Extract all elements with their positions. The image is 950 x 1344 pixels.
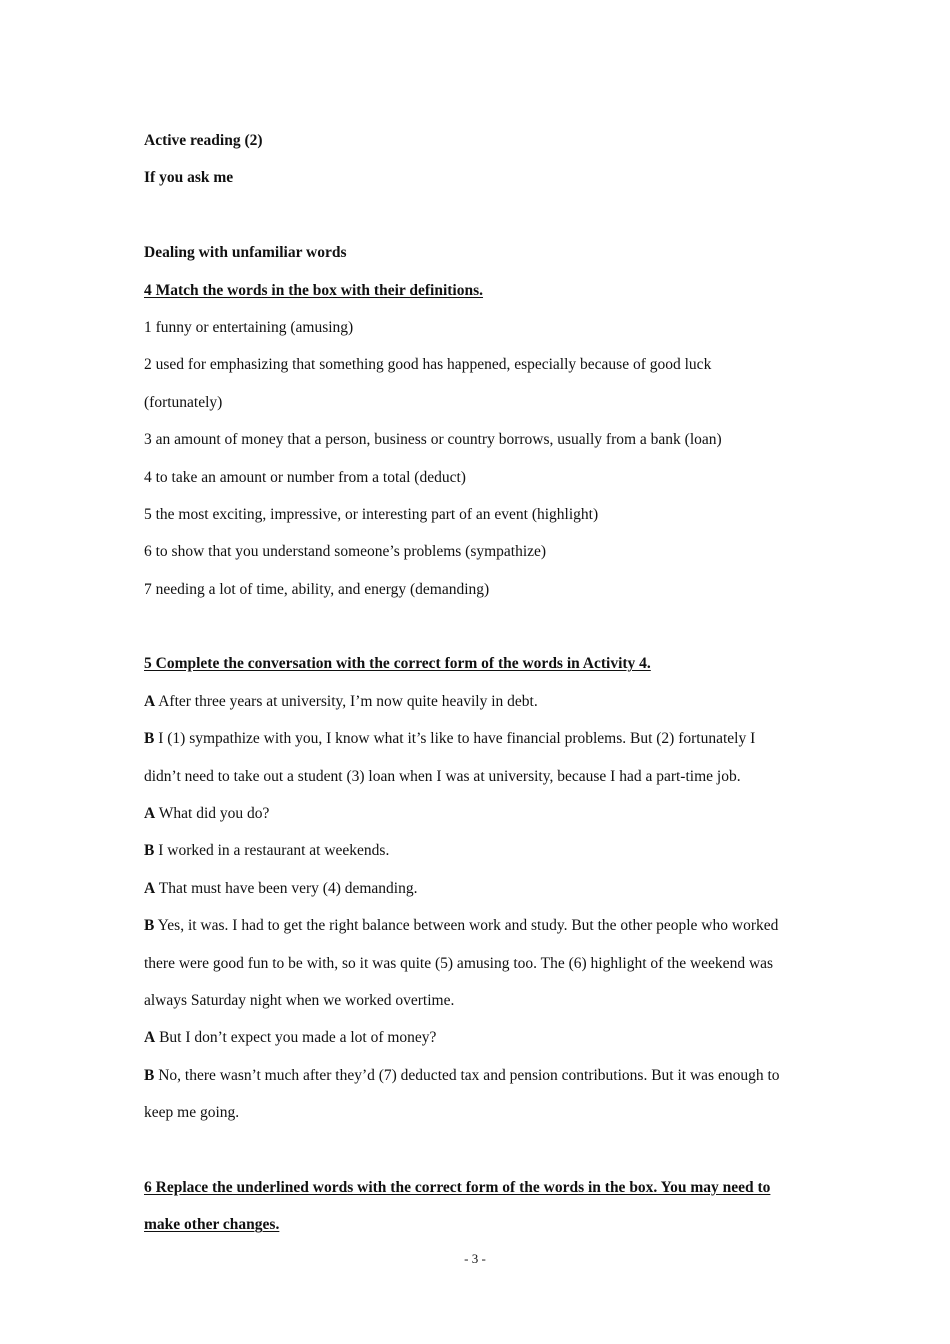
conversation-line <box>144 870 844 907</box>
speaker-label: B <box>144 842 155 860</box>
definition-item: 6 to show that you understand someone’s problems (sympathize) <box>144 543 547 561</box>
conversation-text: I (1) sympathize with you, I know what it’s like to have financial problems. But (2) fortunately I <box>154 730 756 748</box>
conversation-text: That must have been very (4) demanding. <box>155 879 418 897</box>
conversation-text: Yes, it was. I had to get the right balance between work and study. But the other people who worked <box>154 917 779 935</box>
activity6-heading-line2: make other changes. <box>144 1216 280 1234</box>
activity4-heading: 4 Match the words in the box with their definitions. <box>144 281 484 299</box>
speaker-label: B <box>144 730 155 748</box>
spacer <box>144 197 844 234</box>
conversation-line <box>144 1019 844 1056</box>
definition-item: 3 an amount of money that a person, business or country borrows, usually from a bank (loan) <box>144 431 722 449</box>
conversation-line <box>144 982 844 1019</box>
definition-item: 7 needing a lot of time, ability, and energy (demanding) <box>144 580 490 598</box>
conversation-text: I worked in a restaurant at weekends. <box>154 842 390 860</box>
conversation-line <box>144 683 844 720</box>
conversation-text: After three years at university, I’m now quite heavily in debt. <box>155 692 538 710</box>
conversation-line <box>144 1094 844 1131</box>
definition-item: (fortunately) <box>144 393 223 411</box>
definition-item: 4 to take an amount or number from a total (deduct) <box>144 468 466 486</box>
conversation-line <box>144 832 844 869</box>
conversation-text: But I don’t expect you made a lot of money? <box>155 1029 437 1047</box>
conversation-text: No, there wasn’t much after they’d (7) deducted tax and pension contributions. But it was enough to <box>154 1066 780 1084</box>
conversation-text: What did you do? <box>155 805 270 823</box>
definition-item: 5 the most exciting, impressive, or interesting part of an event (highlight) <box>144 505 599 523</box>
speaker-label: A <box>144 692 156 710</box>
conversation-line <box>144 795 844 832</box>
spacer <box>144 1132 844 1169</box>
speaker-label: B <box>144 917 155 935</box>
conversation-text: didn’t need to take out a student (3) loan when I was at university, because I had a part-time job. <box>144 767 741 785</box>
subsection-title: Dealing with unfamiliar words <box>144 244 347 262</box>
conversation-line <box>144 720 844 757</box>
conversation-line <box>144 907 844 944</box>
conversation-line <box>144 945 844 982</box>
conversation-line <box>144 758 844 795</box>
subtitle: If you ask me <box>144 169 234 187</box>
activity6-heading-line1: 6 Replace the underlined words with the correct form of the words in the box. You may need to <box>144 1178 771 1196</box>
conversation-text: keep me going. <box>144 1104 240 1122</box>
speaker-label: A <box>144 1029 156 1047</box>
definition-item: 2 used for emphasizing that something good has happened, especially because of good luck <box>144 356 712 374</box>
conversation-line <box>144 1057 844 1094</box>
conversation-text: there were good fun to be with, so it was quite (5) amusing too. The (6) highlight of the weekend was <box>144 954 774 972</box>
definition-item: 1 funny or entertaining (amusing) <box>144 318 354 336</box>
activity5-heading: 5 Complete the conversation with the correct form of the words in Activity 4. <box>144 655 651 673</box>
page-number: - 3 - <box>464 1251 486 1266</box>
section-title: Active reading (2) <box>144 132 263 149</box>
speaker-label: B <box>144 1066 155 1084</box>
conversation-text: always Saturday night when we worked overtime. <box>144 991 455 1009</box>
speaker-label: A <box>144 805 156 823</box>
spacer <box>144 608 844 645</box>
page-content <box>144 122 844 1244</box>
speaker-label: A <box>144 879 156 897</box>
